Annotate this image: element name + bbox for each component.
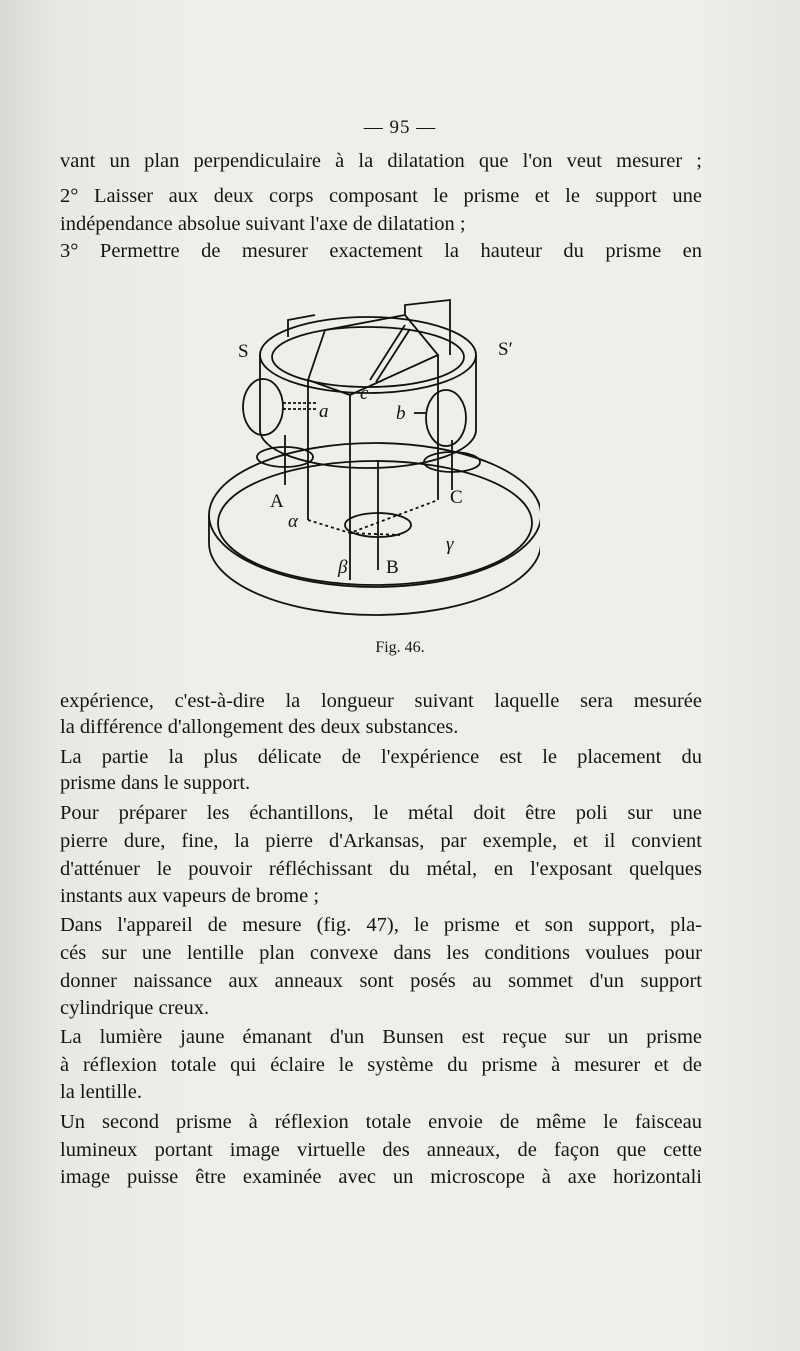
text-line: vant un plan perpendiculaire à la dilatation que l'on veut mesurer ; <box>60 150 702 172</box>
figure-label-alpha: α <box>288 511 298 532</box>
figure-label-a-small: a <box>319 401 329 422</box>
text-line: Dans l'appareil de mesure (fig. 47), le prisme et son support, pla- <box>60 914 702 936</box>
text-line: Un second prisme à réflexion totale envoie de même le faisceau <box>60 1111 702 1133</box>
text-line: indépendance absolue suivant l'axe de dilatation ; <box>60 213 466 235</box>
text-line: prisme dans le support. <box>60 772 251 794</box>
apparatus-drawing <box>200 285 540 620</box>
figure-label-s: S <box>238 341 249 362</box>
ring-wall <box>260 355 476 468</box>
text-line: La partie la plus délicate de l'expérience est le placement du <box>60 746 702 768</box>
text-line: expérience, c'est-à-dire la longueur suivant laquelle sera mesurée <box>60 690 702 712</box>
text-line: 3° Permettre de mesurer exactement la hauteur du prisme en <box>60 240 702 262</box>
text-line: 2° Laisser aux deux corps composant le prisme et le support une <box>60 185 702 207</box>
text-line: cés sur une lentille plan convexe dans les conditions voulues pour <box>60 942 702 964</box>
mirror-left <box>243 379 283 435</box>
figure-label-a-big: A <box>270 491 284 512</box>
ring-top-outer <box>260 317 476 393</box>
text-line: cylindrique creux. <box>60 997 210 1019</box>
text-line: d'atténuer le pouvoir réfléchissant du métal, en l'exposant quelques <box>60 858 702 880</box>
text-line: lumineux portant image virtuelle des anneaux, de façon que cette <box>60 1139 702 1161</box>
figure-label-beta: β <box>338 557 348 578</box>
mirror-right <box>426 390 466 446</box>
text-line: à réflexion totale qui éclaire le système du prisme à mesurer et de <box>60 1054 702 1076</box>
prism-base-dotted <box>308 500 438 533</box>
text-line: donner naissance aux anneaux sont posés au sommet d'un support <box>60 970 702 992</box>
arm-a <box>283 403 318 409</box>
dish-inner-rim <box>218 461 532 585</box>
figure-caption: Fig. 46. <box>375 639 425 656</box>
rod-c <box>370 325 410 382</box>
text-line: La lumière jaune émanant d'un Bunsen est reçue sur un prisme <box>60 1026 702 1048</box>
text-line: la lentille. <box>60 1081 142 1103</box>
text-line: la différence d'allongement des deux substances. <box>60 716 459 738</box>
figure-label-b-big: B <box>386 557 399 578</box>
text-line: instants aux vapeurs de brome ; <box>60 885 320 907</box>
text-line: Pour préparer les échantillons, le métal doit être poli sur une <box>60 802 702 824</box>
apparatus-figure <box>200 285 540 620</box>
figure-label-c-big: C <box>450 487 463 508</box>
figure-label-b-small: b <box>396 403 406 424</box>
page-number: — 95 — <box>363 117 437 138</box>
figure-label-c-small: c <box>360 383 369 404</box>
text-line: pierre dure, fine, la pierre d'Arkansas, par exemple, et il convient <box>60 830 702 852</box>
figure-label-s-prime: S′ <box>498 339 513 360</box>
text-line: image puisse être examinée avec un microscope à axe horizontali <box>60 1166 702 1188</box>
figure-label-gamma: γ <box>446 534 454 555</box>
